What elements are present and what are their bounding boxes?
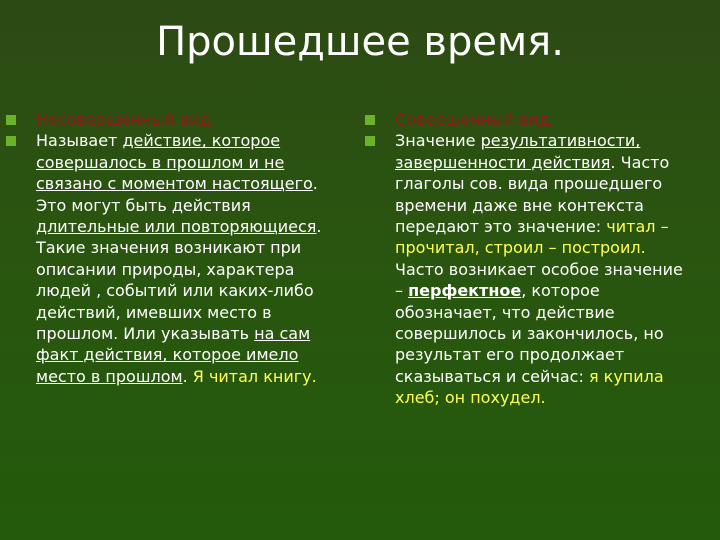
square-bullet-icon xyxy=(6,136,16,146)
text-run: Значение xyxy=(395,131,481,151)
square-bullet-icon xyxy=(365,115,375,125)
left-body-text xyxy=(36,131,322,385)
underlined-text: результативности, завершенности действия xyxy=(395,131,641,172)
example-text: Я читал книгу. xyxy=(192,366,317,386)
right-column xyxy=(365,109,685,409)
text-run: , которое обозначает, что действие совершилось и закончилось, но результат его продолжает сказываться и сейчас: xyxy=(395,281,664,386)
text-run: . Часто глаголы сов. вида прошедшего времени даже вне контекста передают это значение: xyxy=(395,152,670,237)
left-body-item xyxy=(6,130,351,387)
underlined-text: действие, которое совершалось в прошлом и не связано с моментом настоящего xyxy=(36,131,313,194)
right-body-item xyxy=(365,130,685,408)
left-heading-item xyxy=(6,109,351,130)
example-text: я купила хлеб; он похудел. xyxy=(395,366,664,408)
left-heading: Несовершенный вид. xyxy=(36,110,216,129)
square-bullet-icon xyxy=(365,136,375,146)
text-run: . Такие значения возникают при описании природы, характера людей , событий или каких-либо действий, имевших место в прошлом. Или указывать xyxy=(36,217,322,344)
right-body-text xyxy=(395,131,683,407)
square-bullet-icon xyxy=(6,115,16,125)
underlined-text: длительные или повторяющиеся xyxy=(36,217,317,237)
right-heading: Совершенный вид. xyxy=(395,110,555,129)
right-heading-item xyxy=(365,109,685,130)
slide-title: Прошедшее время. xyxy=(156,19,564,65)
left-column xyxy=(6,109,351,387)
term-perfect: перфектное xyxy=(408,281,522,301)
text-run: . Это могут быть действия xyxy=(36,174,318,215)
example-text: читал – прочитал, строил – построил. xyxy=(395,217,669,258)
text-run: Часто возникает особое значение – xyxy=(395,259,683,301)
underlined-text: на сам факт действия, которое имело место в прошлом xyxy=(36,324,311,386)
text-run: Называет xyxy=(36,131,123,151)
text-run: . xyxy=(182,366,193,386)
